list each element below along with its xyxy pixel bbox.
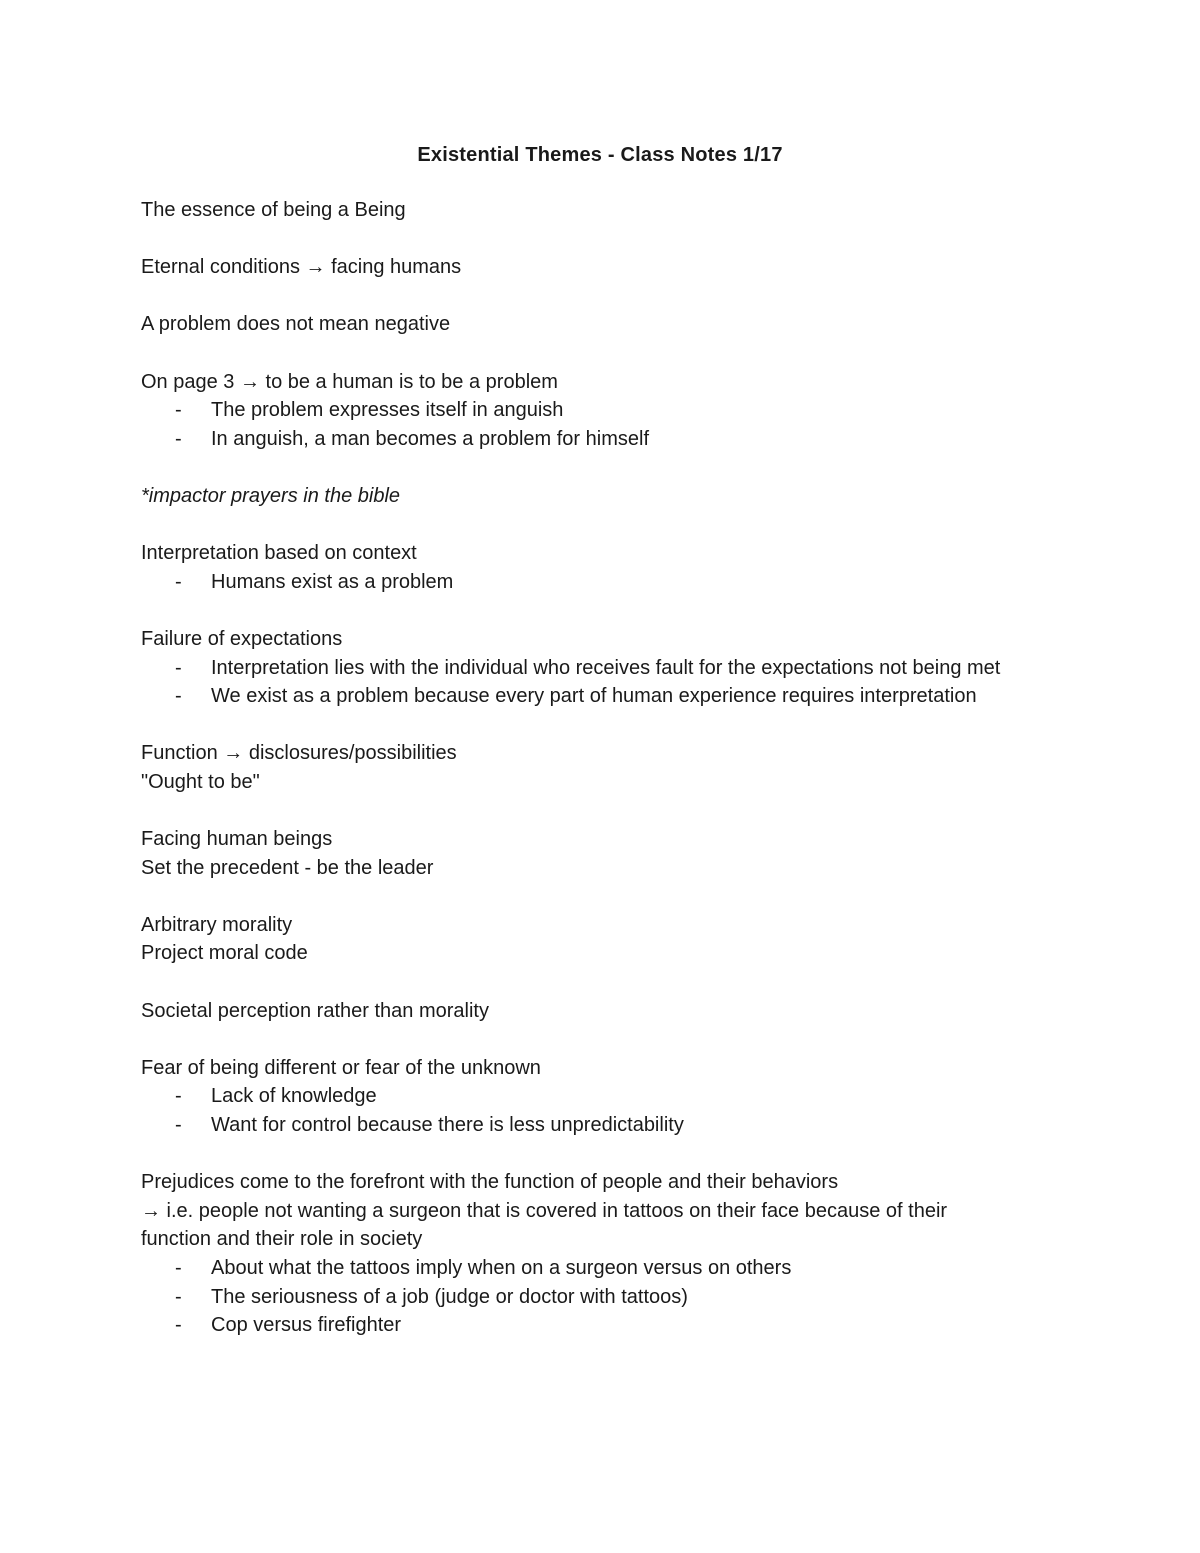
bullet-text: About what the tattoos imply when on a surgeon versus on others: [211, 1256, 792, 1279]
note-line: The essence of being a Being: [141, 199, 406, 221]
note-line: Arbitrary morality: [141, 913, 293, 936]
dash-marker: -: [175, 656, 182, 679]
note-block: [141, 1054, 1061, 1140]
dash-marker: -: [175, 1285, 182, 1308]
document-title: Existential Themes - Class Notes 1/17: [417, 144, 783, 166]
bullet-text: The problem expresses itself in anguish: [211, 399, 564, 422]
bullet-item: [141, 1082, 1041, 1111]
note-line-italic: *impactor prayers in the bible: [141, 484, 401, 507]
bullet-text: Humans exist as a problem: [211, 570, 454, 593]
note-block: [141, 997, 1061, 1026]
note-line: Prejudices come to the forefront with the function of people and their behaviors: [141, 1171, 839, 1194]
bullet-item: [141, 1283, 1041, 1312]
note-line: Failure of expectations: [141, 627, 343, 650]
note-line: A problem does not mean negative: [141, 313, 451, 336]
bullet-list: [141, 654, 1061, 711]
bullet-text: Lack of knowledge: [211, 1085, 377, 1108]
note-block: [141, 1168, 1061, 1340]
bullet-text: Want for control because there is less unpredictability: [211, 1114, 684, 1136]
dash-marker: -: [175, 570, 182, 593]
dash-marker: -: [175, 1085, 182, 1108]
bullet-item: [141, 396, 1041, 425]
dash-marker: -: [175, 399, 182, 422]
note-block: [141, 253, 1061, 282]
bullet-text: We exist as a problem because every part of human experience requires interpretation: [211, 685, 977, 708]
note-line: "Ought to be": [141, 770, 260, 793]
note-line: Societal perception rather than morality: [141, 999, 489, 1022]
bullet-item: [141, 1111, 1041, 1140]
note-block: [141, 310, 1061, 339]
note-line: Eternal conditions → facing humans: [141, 256, 462, 279]
note-line: → i.e. people not wanting a surgeon that is covered in tattoos on their face because of their: [141, 1199, 948, 1222]
note-block: [141, 625, 1061, 711]
bullet-item: [141, 682, 1041, 711]
bullet-list: [141, 1254, 1061, 1340]
bullet-item: [141, 568, 1041, 597]
note-line: Project moral code: [141, 942, 308, 965]
dash-marker: -: [175, 1114, 182, 1136]
note-block: [141, 196, 1061, 225]
bullet-list: [141, 568, 1061, 597]
note-line: Set the precedent - be the leader: [141, 856, 434, 879]
bullet-list: [141, 396, 1061, 453]
bullet-text: Interpretation lies with the individual who receives fault for the expectations not being met: [211, 656, 1001, 679]
note-line: Function → disclosures/possibilities: [141, 742, 457, 765]
bullet-text: The seriousness of a job (judge or doctor with tattoos): [211, 1285, 688, 1308]
note-block: [141, 368, 1061, 454]
note-line: Facing human beings: [141, 828, 333, 851]
note-block: [141, 539, 1061, 596]
note-block: [141, 825, 1061, 882]
note-line: function and their role in society: [141, 1228, 423, 1251]
bullet-item: [141, 1311, 1041, 1340]
bullet-item: [141, 654, 1041, 683]
dash-marker: -: [175, 1314, 182, 1337]
dash-marker: -: [175, 685, 182, 708]
bullet-item: [141, 425, 1041, 454]
note-line: Interpretation based on context: [141, 542, 417, 565]
note-block: [141, 739, 1061, 796]
dash-marker: -: [175, 427, 182, 450]
bullet-text: Cop versus firefighter: [211, 1314, 402, 1337]
note-block: [141, 482, 1061, 511]
bullet-item: [141, 1254, 1041, 1283]
dash-marker: -: [175, 1256, 182, 1279]
bullet-text: In anguish, a man becomes a problem for himself: [211, 427, 649, 450]
bullet-list: [141, 1082, 1061, 1139]
note-block: [141, 911, 1061, 968]
note-line: On page 3 → to be a human is to be a problem: [141, 370, 558, 393]
notes-body: [141, 196, 1061, 1340]
note-line: Fear of being different or fear of the unknown: [141, 1056, 541, 1079]
